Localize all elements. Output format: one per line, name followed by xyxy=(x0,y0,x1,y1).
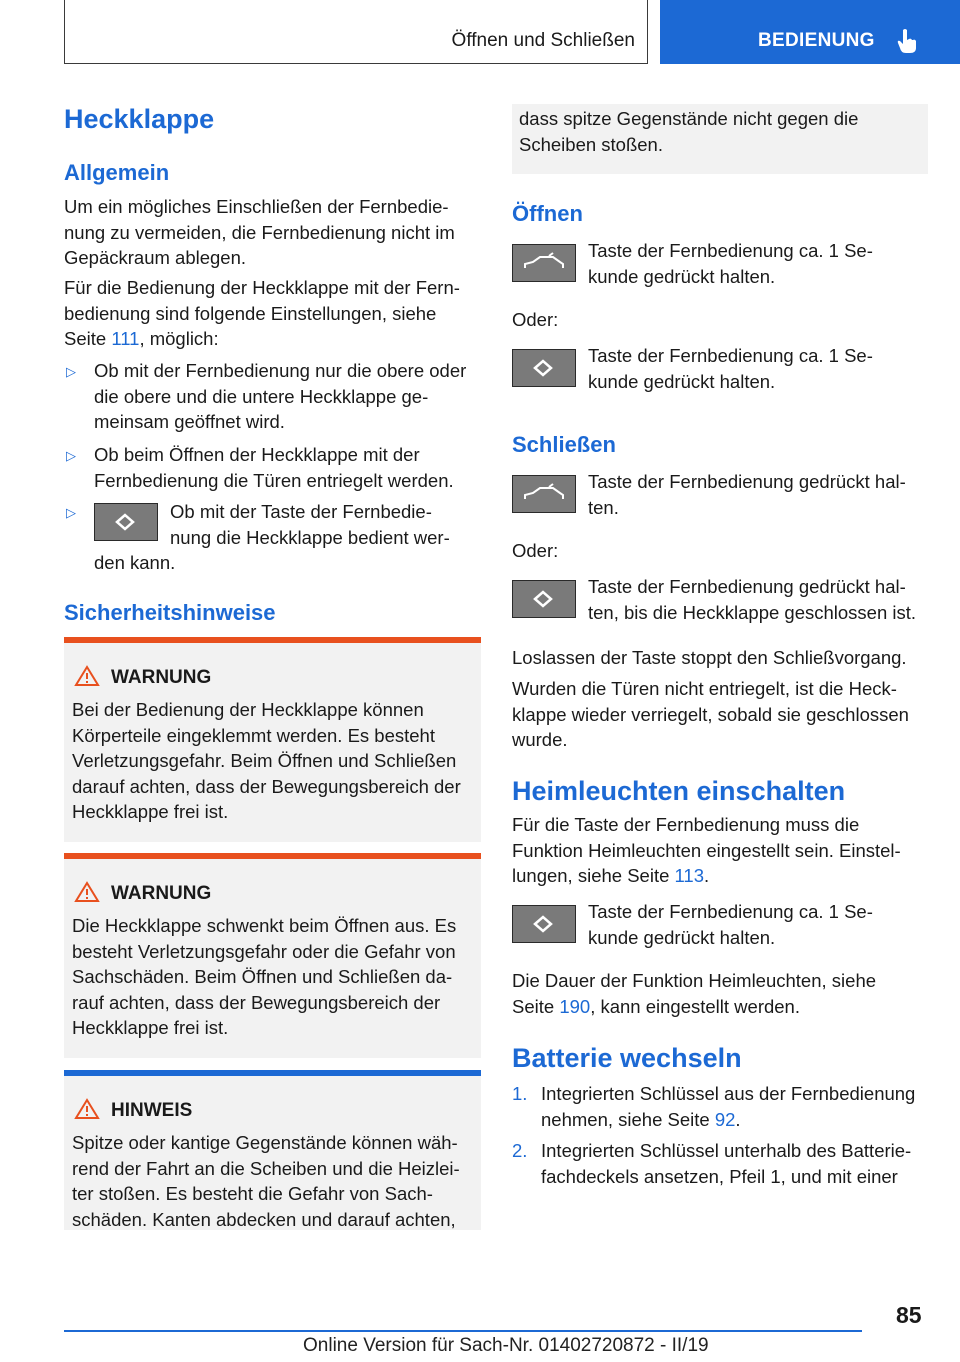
hand-pointer-icon xyxy=(896,28,918,54)
heading-heimleuchten: Heimleuchten einschalten xyxy=(512,776,846,806)
p1-line-1: Um ein mögliches Einschließen der Fernbedie- xyxy=(64,196,449,217)
p2-line-1: Für die Bedienung der Heckklappe mit der Fern- xyxy=(64,277,460,298)
oeffnen-2-line: kunde gedrückt halten. xyxy=(588,370,776,392)
heim-btn-line: Taste der Fernbedienung ca. 1 Se- xyxy=(588,901,873,922)
step-line: Integrierten Schlüssel unterhalb des Batterie- xyxy=(541,1140,912,1161)
oeffnen-text-2 xyxy=(588,343,873,394)
dauer-line: Seite 190, kann eingestellt werden. xyxy=(512,995,800,1017)
bullet-1-line-3: meinsam geöffnet wird. xyxy=(94,411,285,432)
header-chapter-title: BEDIENUNG xyxy=(758,30,875,51)
p1-line-2: nung zu vermeiden, die Fernbedienung nicht im xyxy=(64,221,455,243)
heading-batterie: Batterie wechseln xyxy=(512,1043,742,1073)
bullet-1-line-1: Ob mit der Fernbedienung nur die obere oder xyxy=(94,360,467,381)
warning-box-2 xyxy=(64,853,481,1058)
oder-label-1: Oder: xyxy=(512,309,559,330)
heading-oeffnen: Öffnen xyxy=(512,201,583,226)
bullet-1-line-2: die obere und die untere Heckklappe ge- xyxy=(94,385,429,407)
heading-allgemein: Allgemein xyxy=(64,160,170,185)
schliessen-text-2 xyxy=(588,574,916,625)
notice-text xyxy=(72,1130,476,1232)
notice-line: rend der Fahrt an die Scheiben und die Heizlei- xyxy=(72,1157,460,1179)
wurden-paragraph xyxy=(512,676,909,753)
remote-trunk-button-icon xyxy=(512,349,576,387)
step-number: 1. xyxy=(512,1083,528,1104)
wurden-line: wurde. xyxy=(512,729,568,750)
warning-2-line: besteht Verletzungsgefahr oder die Gefahr von xyxy=(72,940,456,962)
page-link-92[interactable]: 92 xyxy=(714,1108,736,1130)
notice-title: HINWEIS xyxy=(111,1100,193,1121)
notice-line: ter stoßen. Es besteht die Gefahr von Sach- xyxy=(72,1183,433,1204)
dauer-paragraph xyxy=(512,968,876,1019)
notice-bar xyxy=(64,1070,481,1076)
loslassen-text: Loslassen der Taste stoppt den Schließvorgang. xyxy=(512,647,907,668)
oeffnen-1-line: Taste der Fernbedienung ca. 1 Se- xyxy=(588,240,873,261)
continuation-line: dass spitze Gegenstände nicht gegen die xyxy=(519,108,859,129)
warning-1-line: Heckklappe frei ist. xyxy=(72,801,229,822)
warning-1-line: Körperteile eingeklemmt werden. Es besteht xyxy=(72,724,435,746)
header-section-title: Öffnen und Schließen xyxy=(451,30,635,51)
warning-1-line: darauf achten, dass der Bewegungsbereich der xyxy=(72,775,461,797)
dauer-line: Die Dauer der Funktion Heimleuchten, siehe xyxy=(512,970,877,991)
wurden-line: Wurden die Türen nicht entriegelt, ist die Heck- xyxy=(512,678,897,699)
header-section-box xyxy=(64,0,648,64)
heim-line: lungen, siehe Seite 113. xyxy=(512,865,710,886)
paragraph-allgemein-1 xyxy=(64,194,455,271)
bullet-arrow-icon: ▷ xyxy=(66,505,76,520)
oeffnen-1-line: kunde gedrückt halten. xyxy=(588,265,776,287)
warning-2-line: Die Heckklappe schwenkt beim Öffnen aus. Es xyxy=(72,915,457,936)
oeffnen-2-line: Taste der Fernbedienung ca. 1 Se- xyxy=(588,345,873,366)
heim-btn-line: kunde gedrückt halten. xyxy=(588,926,776,948)
paragraph-allgemein-2 xyxy=(64,275,460,352)
warning-bar xyxy=(64,637,481,643)
footer-divider xyxy=(64,1330,862,1332)
bullet-item-1 xyxy=(94,358,466,435)
step-1 xyxy=(541,1081,915,1132)
bullet-3-line-1: Ob mit der Taste der Fernbedie- xyxy=(170,501,432,522)
remote-trunk-button-icon xyxy=(94,503,158,541)
continuation-line: Scheiben stoßen. xyxy=(519,133,663,155)
notice-box xyxy=(64,1070,481,1230)
warning-bar xyxy=(64,853,481,859)
remote-trunk-button-icon xyxy=(512,905,576,943)
page-number: 85 xyxy=(896,1302,922,1328)
warning-box-1 xyxy=(64,637,481,842)
warning-1-line: Verletzungsgefahr. Beim Öffnen und Schließen xyxy=(72,750,457,771)
p2-line-3: Seite 111, möglich: xyxy=(64,328,219,349)
step-2 xyxy=(541,1138,911,1189)
bullet-item-3 xyxy=(170,499,450,550)
footer-online-version: Online Version für Sach-Nr. 01402720872 - II/19 xyxy=(303,1335,709,1356)
step-number: 2. xyxy=(512,1140,528,1161)
page-link-190[interactable]: 190 xyxy=(559,995,591,1017)
oder-label-2: Oder: xyxy=(512,540,559,561)
heading-schliessen: Schließen xyxy=(512,432,616,457)
bullet-arrow-icon: ▷ xyxy=(66,448,76,463)
notice-continuation-text xyxy=(519,106,858,157)
heim-line: Funktion Heimleuchten eingestellt sein. Einstel- xyxy=(512,839,901,861)
bullet-item-2 xyxy=(94,442,454,493)
warning-text xyxy=(72,697,476,825)
notice-triangle-icon xyxy=(74,1098,100,1120)
warning-text xyxy=(72,913,476,1041)
warning-1-line: Bei der Bedienung der Heckklappe können xyxy=(72,699,424,720)
warning-triangle-icon xyxy=(74,665,100,687)
page-link-113[interactable]: 113 xyxy=(674,865,705,886)
schliessen-2-line: Taste der Fernbedienung gedrückt hal- xyxy=(588,576,906,597)
bullet-2-line-1: Ob beim Öffnen der Heckklappe mit der xyxy=(94,444,420,465)
remote-trunk-car-button-icon xyxy=(512,244,576,282)
warning-2-line: Heckklappe frei ist. xyxy=(72,1017,229,1038)
warning-2-line: rauf achten, dass der Bewegungsbereich der xyxy=(72,991,441,1013)
remote-trunk-car-button-icon xyxy=(512,475,576,513)
page-title: Heckklappe xyxy=(64,104,215,134)
notice-continuation xyxy=(512,104,928,174)
bullet-arrow-icon: ▷ xyxy=(66,364,76,379)
schliessen-2-line: ten, bis die Heckklappe geschlossen ist. xyxy=(588,601,917,623)
schliessen-text-1 xyxy=(588,469,906,520)
bullet-3-line-3: den kann. xyxy=(94,552,176,573)
schliessen-1-line: Taste der Fernbedienung gedrückt hal- xyxy=(588,471,906,492)
warning-triangle-icon xyxy=(74,881,100,903)
warning-title: WARNUNG xyxy=(111,883,212,904)
step-line: Integrierten Schlüssel aus der Fernbedienung xyxy=(541,1083,916,1104)
p1-line-3: Gepäckraum ablegen. xyxy=(64,247,247,268)
step-line: fachdeckels ansetzen, Pfeil 1, und mit einer xyxy=(541,1165,898,1187)
heim-btn-text xyxy=(588,899,873,950)
notice-line: schäden. Kanten abdecken und darauf achten, xyxy=(72,1208,456,1230)
warning-2-line: Sachschäden. Beim Öffnen und Schließen da- xyxy=(72,966,453,987)
warning-title: WARNUNG xyxy=(111,667,212,688)
step-line: nehmen, siehe Seite 92. xyxy=(541,1108,741,1130)
bullet-2-line-2: Fernbedienung die Türen entriegelt werden. xyxy=(94,469,454,491)
wurden-line: klappe wieder verriegelt, sobald sie geschlossen xyxy=(512,703,909,725)
heading-sicherheitshinweise: Sicherheitshinweise xyxy=(64,600,276,625)
page-link-111[interactable]: 111 xyxy=(111,328,140,349)
schliessen-1-line: ten. xyxy=(588,496,619,518)
heimleuchten-paragraph xyxy=(512,812,901,889)
remote-trunk-button-icon xyxy=(512,580,576,618)
notice-line: Spitze oder kantige Gegenstände können wäh- xyxy=(72,1132,458,1153)
header-chapter-tab xyxy=(660,0,960,64)
p2-line-2: bedienung sind folgende Einstellungen, siehe xyxy=(64,302,437,324)
bullet-3-line-2: nung die Heckklappe bedient wer- xyxy=(170,526,450,548)
heim-line: Für die Taste der Fernbedienung muss die xyxy=(512,814,860,835)
oeffnen-text-1 xyxy=(588,238,873,289)
